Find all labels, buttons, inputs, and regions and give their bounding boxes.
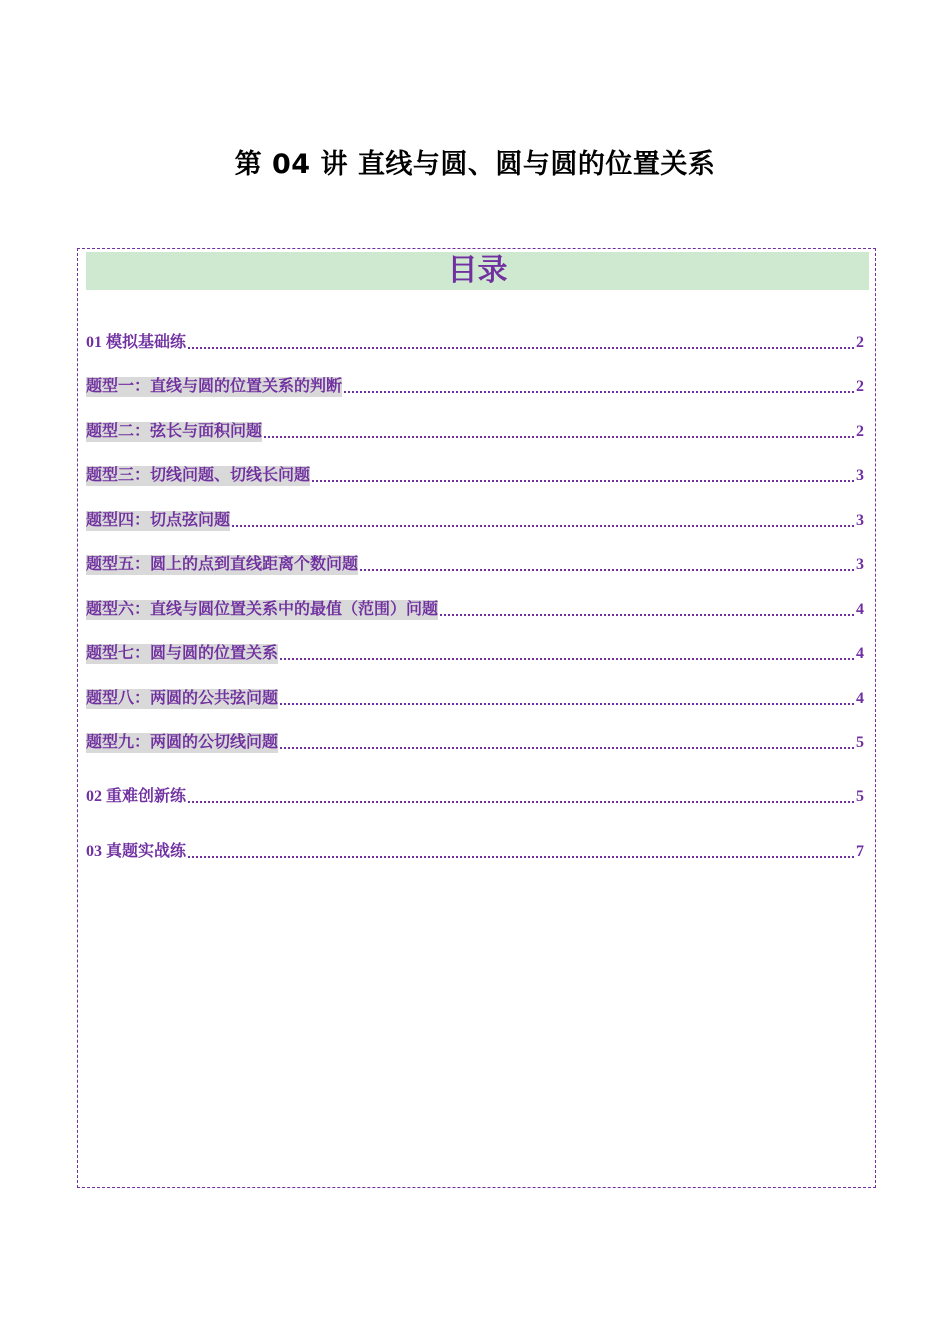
toc-page-number: 5 [856, 788, 864, 805]
toc-entry-type-7[interactable] [86, 642, 864, 664]
document-title: 第 04 讲 直线与圆、圆与圆的位置关系 [234, 149, 716, 180]
toc-entry-real-exam-practice[interactable] [86, 840, 864, 862]
dot-leader [232, 525, 854, 527]
toc-entry-label: 题型四：切点弦问题 [86, 512, 231, 529]
toc-entry-type-3[interactable] [86, 464, 864, 486]
toc-entry-type-6[interactable] [86, 598, 864, 620]
toc-page-number: 4 [856, 690, 864, 707]
dot-leader [188, 856, 854, 858]
toc-page-number: 3 [856, 467, 864, 484]
toc-page-number: 4 [856, 601, 864, 618]
toc-entry-label: 01 模拟基础练 [86, 334, 187, 351]
toc-entry-type-8[interactable] [86, 687, 864, 709]
toc-entry-type-4[interactable] [86, 509, 864, 531]
dot-leader [264, 436, 854, 438]
dot-leader [188, 801, 854, 803]
toc-entry-label: 题型八：两圆的公共弦问题 [86, 690, 279, 707]
dot-leader [360, 569, 854, 571]
table-of-contents [77, 248, 876, 1188]
toc-page-number: 4 [856, 645, 864, 662]
toc-entry-label: 题型六：直线与圆位置关系中的最值（范围）问题 [86, 601, 439, 618]
toc-page-number: 2 [856, 334, 864, 351]
dot-leader [280, 703, 854, 705]
toc-entry-label: 02 重难创新练 [86, 788, 187, 805]
toc-entry-label: 题型一：直线与圆的位置关系的判断 [86, 378, 343, 395]
dot-leader [312, 480, 854, 482]
dot-leader [280, 747, 854, 749]
toc-entry-hard-innovation-practice[interactable] [86, 785, 864, 807]
dot-leader [440, 614, 854, 616]
dot-leader [344, 391, 854, 393]
toc-entry-type-2[interactable] [86, 420, 864, 442]
dot-leader [280, 658, 854, 660]
toc-entry-label: 题型九：两圆的公切线问题 [86, 734, 279, 751]
toc-heading: 目录 [86, 252, 869, 290]
toc-entry-type-1[interactable] [86, 375, 864, 397]
toc-entry-label: 题型五：圆上的点到直线距离个数问题 [86, 556, 359, 573]
toc-page-number: 3 [856, 556, 864, 573]
toc-entry-label: 题型三：切线问题、切线长问题 [86, 467, 311, 484]
toc-entry-label: 03 真题实战练 [86, 843, 187, 860]
toc-entry-type-5[interactable] [86, 553, 864, 575]
dot-leader [188, 347, 854, 349]
toc-entry-label: 题型七：圆与圆的位置关系 [86, 645, 279, 662]
toc-entry-type-9[interactable] [86, 731, 864, 753]
toc-entry-label: 题型二：弦长与面积问题 [86, 423, 263, 440]
toc-page-number: 3 [856, 512, 864, 529]
toc-page-number: 7 [856, 843, 864, 860]
toc-page-number: 2 [856, 378, 864, 395]
toc-page-number: 2 [856, 423, 864, 440]
toc-entry-basic-practice[interactable] [86, 331, 864, 353]
toc-page-number: 5 [856, 734, 864, 751]
